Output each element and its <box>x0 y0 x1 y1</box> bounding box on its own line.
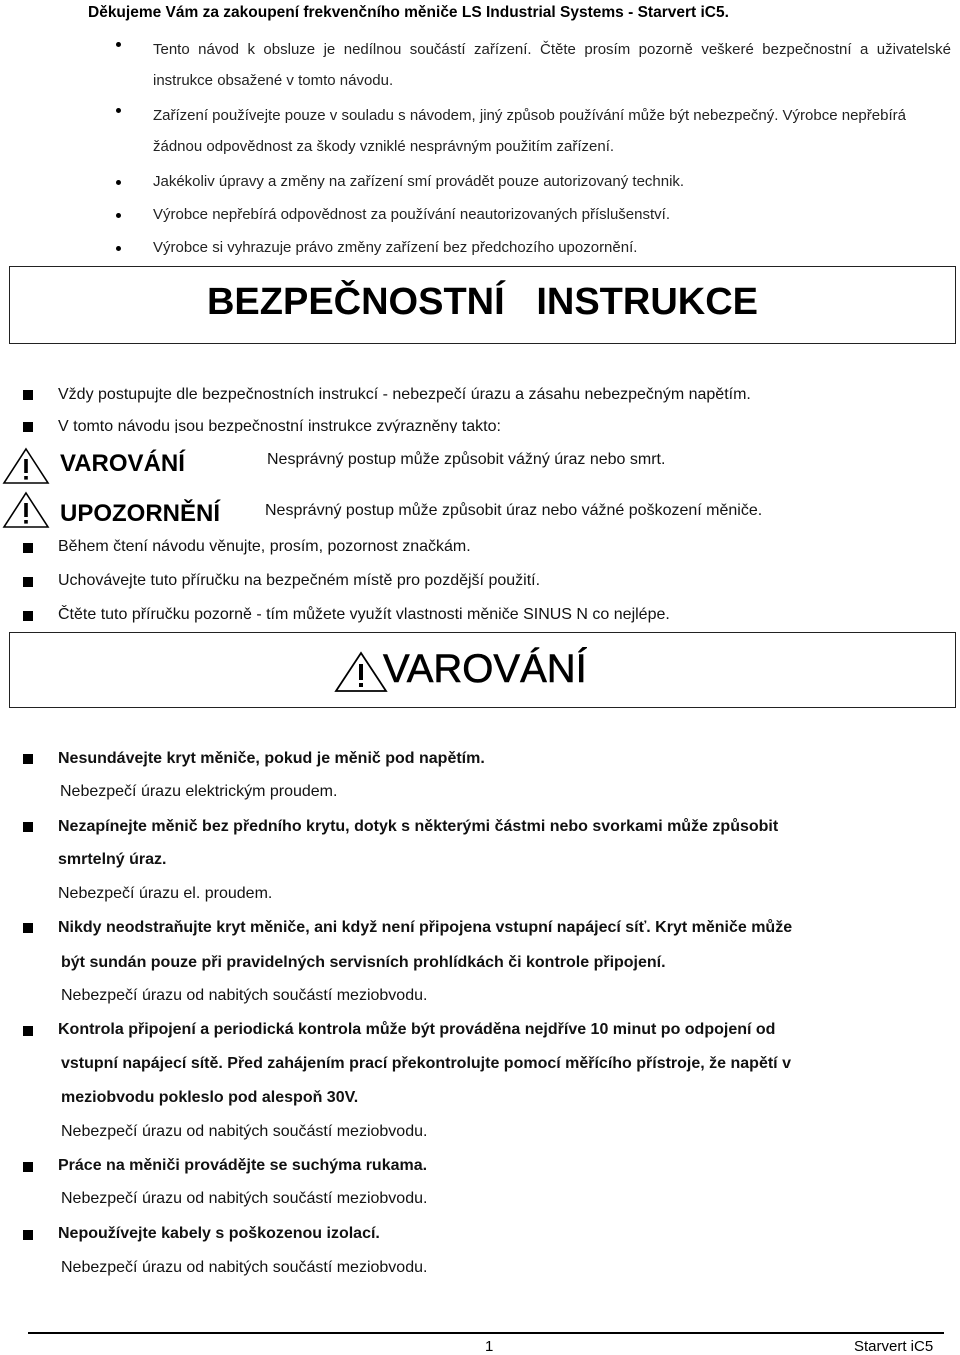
square-bullet-icon <box>23 1162 33 1172</box>
intro-item: Tento návod k obsluze je nedílnou součástí zařízení. Čtěte prosím pozorně veškeré bezpečnostní a uživatelské instrukce obsažené v tomto návodu. <box>116 34 951 96</box>
warning-item-line: Nikdy neodstraňujte kryt měniče, ani když není připojena vstupní napájecí síť. Kryt měniče může <box>58 919 793 936</box>
warning-item-line: Kontrola připojení a periodická kontrola může být prováděna nejdříve 10 minut po odpojení od <box>58 1021 776 1038</box>
warning-label: VAROVÁNÍ <box>60 450 185 477</box>
safety-heading-box <box>9 266 956 344</box>
warning-item-note: Nebezpečí úrazu el. proudem. <box>58 885 273 902</box>
warning-item-line: být sundán pouze při pravidelných servisních prohlídkách či kontrole připojení. <box>61 954 666 971</box>
square-bullet-icon <box>23 754 33 764</box>
warning-item-line: Nepoužívejte kabely s poškozenou izolací. <box>58 1225 380 1242</box>
footer-product-name: Starvert iC5 <box>854 1338 934 1355</box>
reading-item: Čtěte tuto příručku pozorně - tím můžete využít vlastnosti měniče SINUS N co nejlépe. <box>58 606 670 623</box>
page-number: 1 <box>485 1338 494 1355</box>
square-bullet-icon <box>23 422 33 432</box>
round-bullet-icon <box>116 108 121 113</box>
footer-divider <box>28 1332 944 1334</box>
warning-item-line: smrtelný úraz. <box>58 851 167 868</box>
caution-description: Nesprávný postup může způsobit úraz nebo vážné poškození měniče. <box>265 502 763 519</box>
square-bullet-icon <box>23 543 33 553</box>
warning-item-line: Nesundávejte kryt měniče, pokud je měnič pod napětím. <box>58 750 485 767</box>
general-item: V tomto návodu jsou bezpečnostní instrukce zvýrazněny takto: <box>58 418 501 433</box>
warning-triangle-icon <box>2 491 50 529</box>
document-header-title: Děkujeme Vám za zakoupení frekvenčního měniče LS Industrial Systems - Starvert iC5. <box>88 4 729 21</box>
square-bullet-icon <box>23 1230 33 1240</box>
square-bullet-icon <box>23 822 33 832</box>
round-bullet-icon <box>116 213 121 218</box>
intro-item: Výrobce nepřebírá odpovědnost za používání neautorizovaných příslušenství. <box>116 205 951 225</box>
warning-triangle-icon <box>334 651 388 693</box>
round-bullet-icon <box>116 246 121 251</box>
warning-item-line: Práce na měniči provádějte se suchýma rukama. <box>58 1157 428 1174</box>
square-bullet-icon <box>23 577 33 587</box>
warning-item-note: Nebezpečí úrazu od nabitých součástí meziobvodu. <box>61 987 428 1004</box>
warning-item-line: vstupní napájecí sítě. Před zahájením prací překontrolujte pomocí měřícího přístroje, že napětí v <box>61 1055 791 1072</box>
warning-item-line: Nezapínejte měnič bez předního krytu, dotyk s některými částmi nebo svorkami může způsobit <box>58 818 779 835</box>
general-item: Vždy postupujte dle bezpečnostních instrukcí - nebezpečí úrazu a zásahu nebezpečným napětím. <box>58 386 751 403</box>
warning-item-note: Nebezpečí úrazu od nabitých součástí meziobvodu. <box>61 1259 428 1276</box>
warning-item-note: Nebezpečí úrazu od nabitých součástí meziobvodu. <box>61 1123 428 1140</box>
warning-heading-box <box>9 632 956 708</box>
warning-item-note: Nebezpečí úrazu od nabitých součástí meziobvodu. <box>61 1190 428 1207</box>
warning-item-line: meziobvodu pokleslo pod alespoň 30V. <box>61 1089 359 1106</box>
warning-description: Nesprávný postup může způsobit vážný úraz nebo smrt. <box>267 451 666 468</box>
warning-triangle-icon <box>2 447 50 485</box>
warning-item-note: Nebezpečí úrazu elektrickým proudem. <box>60 783 338 800</box>
square-bullet-icon <box>23 390 33 400</box>
square-bullet-icon <box>23 1026 33 1036</box>
warning-heading: VAROVÁNÍ <box>383 647 587 691</box>
round-bullet-icon <box>116 180 121 185</box>
round-bullet-icon <box>116 42 121 47</box>
intro-item: Zařízení používejte pouze v souladu s návodem, jiný způsob používání může být nebezpečný. Výrobce nepřebírá žádnou odpovědnost za škody vzniklé nesprávným použitím zařízení. <box>116 100 951 162</box>
intro-item: Výrobce si vyhrazuje právo změny zařízení bez předchozího upozornění. <box>116 238 951 258</box>
safety-heading: BEZPEČNOSTNÍ INSTRUKCE <box>206 281 759 323</box>
intro-item: Jakékoliv úpravy a změny na zařízení smí provádět pouze autorizovaný technik. <box>116 172 951 192</box>
reading-item: Během čtení návodu věnujte, prosím, pozornost značkám. <box>58 538 471 555</box>
reading-item: Uchovávejte tuto příručku na bezpečném místě pro pozdější použití. <box>58 572 541 589</box>
square-bullet-icon <box>23 611 33 621</box>
square-bullet-icon <box>23 923 33 933</box>
caution-label: UPOZORNĚNÍ <box>60 500 221 527</box>
